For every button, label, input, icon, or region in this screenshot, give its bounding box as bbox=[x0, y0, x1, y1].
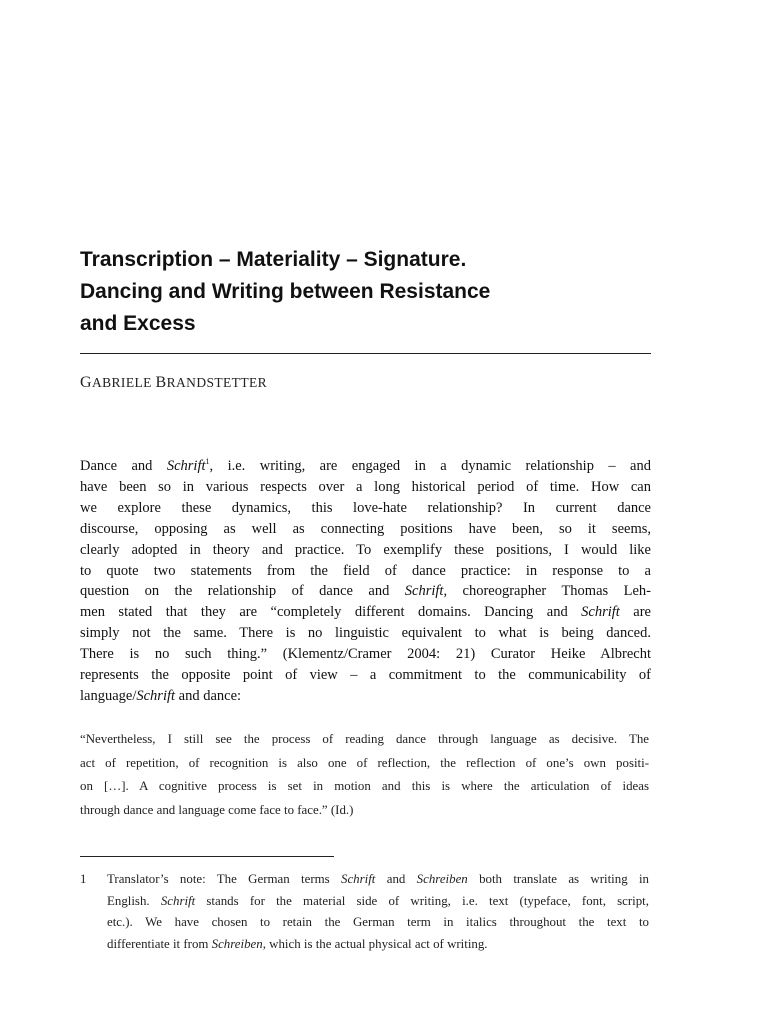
body-line: There is no such thing.” (Klementz/Cramer 2004: 21) Curator Heike Albrecht bbox=[80, 646, 651, 663]
footnote-ref: 1 bbox=[205, 457, 210, 466]
body-line: question on the relationship of dance and Schrift, choreographer Thomas Leh- bbox=[80, 583, 651, 600]
footnote-line: differentiate it from Schreiben, which is the actual physical act of writing. bbox=[107, 937, 488, 952]
quote-line: act of repetition, of recognition is also one of reflection, the reflection of one’s own positi- bbox=[80, 755, 649, 770]
chapter-title bbox=[80, 244, 680, 340]
title-line-1: Transcription – Materiality – Signature. bbox=[80, 248, 467, 271]
body-line: represents the opposite point of view – a commitment to the communicability of bbox=[80, 667, 651, 684]
body-line: Dance and Schrift$^1$, i.e. writing, are engaged in a dynamic relationship – and bbox=[80, 457, 651, 474]
body-line: we explore these dynamics, this love-hate relationship? In current dance bbox=[80, 499, 651, 516]
footnote-line: etc.). We have chosen to retain the German term in italics throughout the text to bbox=[107, 915, 649, 930]
body-line: clearly adopted in theory and practice. To exemplify these positions, I would like bbox=[80, 541, 651, 558]
quote-line: through dance and language come face to face.” (Id.) bbox=[80, 802, 354, 817]
body-line: language/Schrift and dance: bbox=[80, 687, 242, 704]
body-line: simply not the same. There is no linguistic equivalent to what is being danced. bbox=[80, 625, 651, 642]
body-line: discourse, opposing as well as connecting positions have been, so it seems, bbox=[80, 520, 651, 537]
body-line: have been so in various respects over a long historical period of time. How can bbox=[80, 478, 651, 495]
title-line-3: and Excess bbox=[80, 312, 196, 335]
title-line-2: Dancing and Writing between Resistance bbox=[80, 280, 491, 303]
footnote-number: 1 bbox=[80, 872, 87, 886]
footnote-line: Translator’s note: The German terms Schrift and Schreiben both translate as writing in bbox=[107, 872, 649, 886]
block-quote bbox=[80, 728, 649, 822]
body-line: to quote two statements from the field of dance practice: in response to a bbox=[80, 562, 651, 579]
footnote-line: English. Schrift stands for the material side of writing, i.e. text (typeface, font, script, bbox=[107, 893, 649, 908]
body-line: men stated that they are “completely different domains. Dancing and Schrift are bbox=[80, 604, 651, 621]
quote-line: “Nevertheless, I still see the process of reading dance through language as decisive. The bbox=[80, 732, 649, 746]
author-name: GABRIELE BRANDSTETTER bbox=[80, 374, 268, 391]
footnote-text bbox=[107, 869, 649, 956]
quote-line: on […]. A cognitive process is set in motion and this is where the articulation of ideas bbox=[80, 779, 649, 794]
body-paragraph bbox=[80, 456, 651, 707]
footnote-divider bbox=[80, 856, 334, 857]
title-divider bbox=[80, 353, 651, 354]
